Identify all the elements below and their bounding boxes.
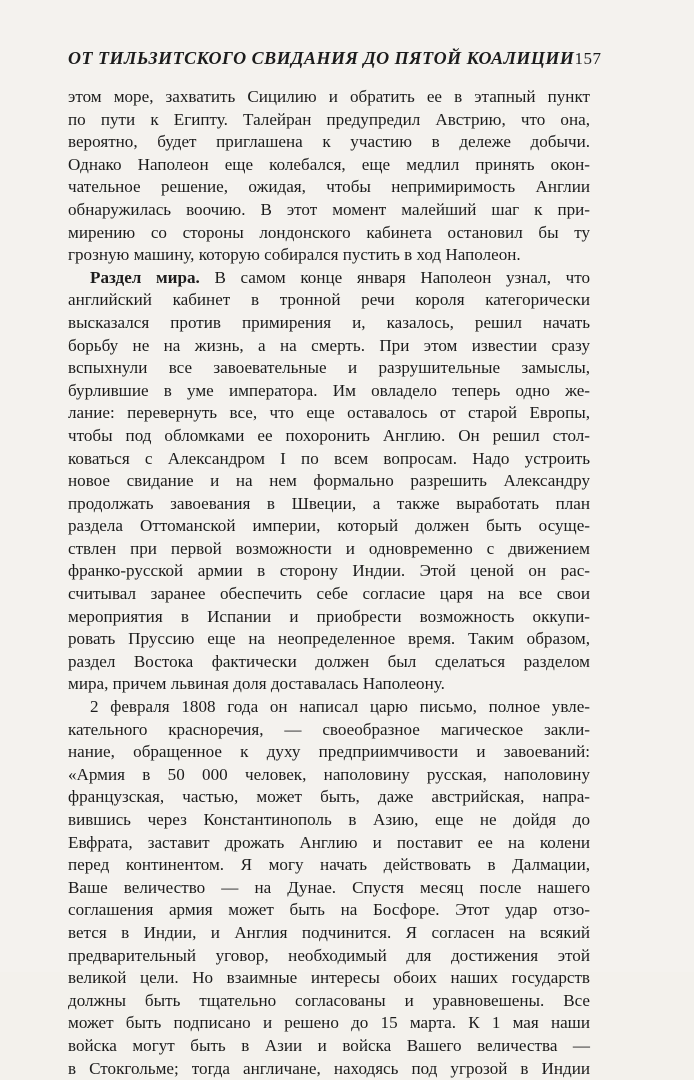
text-line <box>68 402 590 425</box>
line-text: чтобы под обломками ее похоронить Англию. Он решил стол- <box>68 425 590 445</box>
text-line <box>68 967 590 990</box>
line-text: раздел Востока фактически должен был сделаться разделом <box>68 651 590 671</box>
line-text: раздела Оттоманской империи, который должен быть осуще- <box>68 516 590 536</box>
line-text: продолжать завоевания в Швеции, а также выработать план <box>68 493 590 513</box>
text-line <box>68 606 590 629</box>
text-line <box>68 786 590 809</box>
line-text: считывал заранее обеспечить себе согласие царя на все свои <box>68 584 590 604</box>
text-line <box>68 312 590 335</box>
text-line <box>68 199 590 222</box>
text-line <box>68 154 590 177</box>
line-text: по пути к Египту. Талейран предупредил Австрию, что она, <box>68 109 590 129</box>
text-line <box>68 222 590 245</box>
line-text: 2 февраля 1808 года он написал царю письмо, полное увле- <box>90 697 590 717</box>
line-text: Однако Наполеон еще колебался, еще медлил принять окон- <box>68 154 590 174</box>
line-text: вется в Индии, и Англия подчинится. Я согласен на всякий <box>68 922 590 942</box>
line-text: грозную машину, которую собирался пустить в ход Наполеон. <box>68 245 521 265</box>
page-number: 157 <box>574 49 602 68</box>
line-text: высказался против примирения и, казалось, решил начать <box>68 312 590 332</box>
line-text: этом море, захватить Сицилию и обратить ее в этапный пункт <box>68 87 590 106</box>
line-text: лание: перевернуть все, что еще оставалось от старой Европы, <box>68 403 590 423</box>
body-text <box>68 86 590 1080</box>
line-text: в Стокгольме; тогда англичане, находясь под угрозой в Индии <box>68 1058 590 1078</box>
line-text: английский кабинет в тронной речи короля категорически <box>68 290 590 310</box>
text-line <box>68 448 590 471</box>
text-line <box>68 357 590 380</box>
text-line <box>68 809 590 832</box>
text-line <box>68 425 590 448</box>
line-text: французская, частью, может быть, даже австрийская, напра- <box>68 787 590 807</box>
text-line <box>68 560 590 583</box>
line-text: Евфрата, заставит дрожать Англию и поставит ее на колени <box>68 832 590 852</box>
text-line <box>68 899 590 922</box>
text-line <box>68 515 590 538</box>
text-line <box>68 854 590 877</box>
text-line <box>68 176 590 199</box>
text-line <box>68 289 590 312</box>
text-line <box>68 538 590 561</box>
line-text: вспыхнули все завоевательные и разрушительные замыслы, <box>68 358 590 378</box>
text-line <box>68 583 590 606</box>
text-line <box>68 945 590 968</box>
text-line <box>68 493 590 516</box>
text-line <box>68 267 590 290</box>
line-text: должны быть тщательно согласованы и уравновешены. Все <box>68 990 590 1010</box>
text-line <box>68 741 590 764</box>
section-heading: Раздел мира. <box>90 267 200 287</box>
text-line <box>68 380 590 403</box>
line-text: вившись через Константинополь в Азию, еще не дойдя до <box>68 810 590 829</box>
text-line <box>68 1058 590 1080</box>
text-line <box>68 470 590 493</box>
line-text: бурлившие в уме императора. Им овладело теперь одно же- <box>68 380 590 400</box>
line-text: предварительный уговор, необходимый для достижения этой <box>68 945 590 965</box>
text-line <box>68 335 590 358</box>
line-text: новое свидание и на нем формально разрешить Александру <box>68 471 590 491</box>
text-line <box>68 696 590 719</box>
text-line <box>68 651 590 674</box>
line-text: чательное решение, ожидая, чтобы непримиримость Англии <box>68 177 590 197</box>
line-text: франко-русской армии в сторону Индии. Этой ценой он рас- <box>68 561 590 581</box>
text-line <box>68 109 590 132</box>
text-line <box>68 764 590 787</box>
line-text: мирению со стороны лондонского кабинета остановил бы ту <box>68 222 590 242</box>
text-line <box>68 922 590 945</box>
text-line <box>68 131 590 154</box>
line-text: перед континентом. Я могу начать действовать в Далмации, <box>68 855 590 875</box>
line-text: нание, обращенное к духу предприимчивости и завоеваний: <box>68 742 590 762</box>
chapter-title: ОТ ТИЛЬЗИТСКОГО СВИДАНИЯ ДО ПЯТОЙ КОАЛИЦИИ <box>68 48 575 68</box>
line-text: мероприятия в Испании и приобрести возможность оккупи- <box>68 606 590 626</box>
text-line <box>68 1035 590 1058</box>
line-text: ствлен при первой возможности и одновременно с движением <box>68 538 590 558</box>
text-line <box>68 832 590 855</box>
text-line <box>68 719 590 742</box>
text-line <box>68 673 590 696</box>
line-text: кательного красноречия, — своеобразное магическое закли- <box>68 719 590 739</box>
line-text: Ваше величество — на Дунае. Спустя месяц после нашего <box>68 877 590 897</box>
text-line <box>68 86 590 109</box>
text-line <box>68 877 590 900</box>
line-text: великой цели. Но взаимные интересы обоих наших государств <box>68 968 590 988</box>
text-line <box>68 990 590 1013</box>
line-text: В самом конце января Наполеон узнал, что <box>199 267 590 287</box>
text-line <box>68 244 590 267</box>
line-text: может быть подписано и решено до 15 марта. К 1 мая наши <box>68 1013 590 1033</box>
line-text: «Армия в 50 000 человек, наполовину русская, наполовину <box>68 764 590 784</box>
text-line <box>68 628 590 651</box>
line-text: войска могут быть в Азии и войска Вашего величества — <box>68 1035 590 1055</box>
line-text: ровать Пруссию еще на неопределенное время. Таким образом, <box>68 629 590 649</box>
line-text: борьбу не на жизнь, а на смерть. При этом известии сразу <box>68 335 590 355</box>
line-text: мира, причем львиная доля доставалась Наполеону. <box>68 674 445 694</box>
line-text: обнаружилась воочию. В этот момент малейший шаг к при- <box>68 199 590 219</box>
line-text: вероятно, будет приглашена к участию в дележе добычи. <box>68 132 590 152</box>
line-text: соглашения армия может быть на Босфоре. Этот удар отзо- <box>68 900 590 920</box>
running-header <box>68 48 602 69</box>
text-line <box>68 1012 590 1035</box>
line-text: коваться с Александром I по всем вопросам. Надо устроить <box>68 448 590 468</box>
